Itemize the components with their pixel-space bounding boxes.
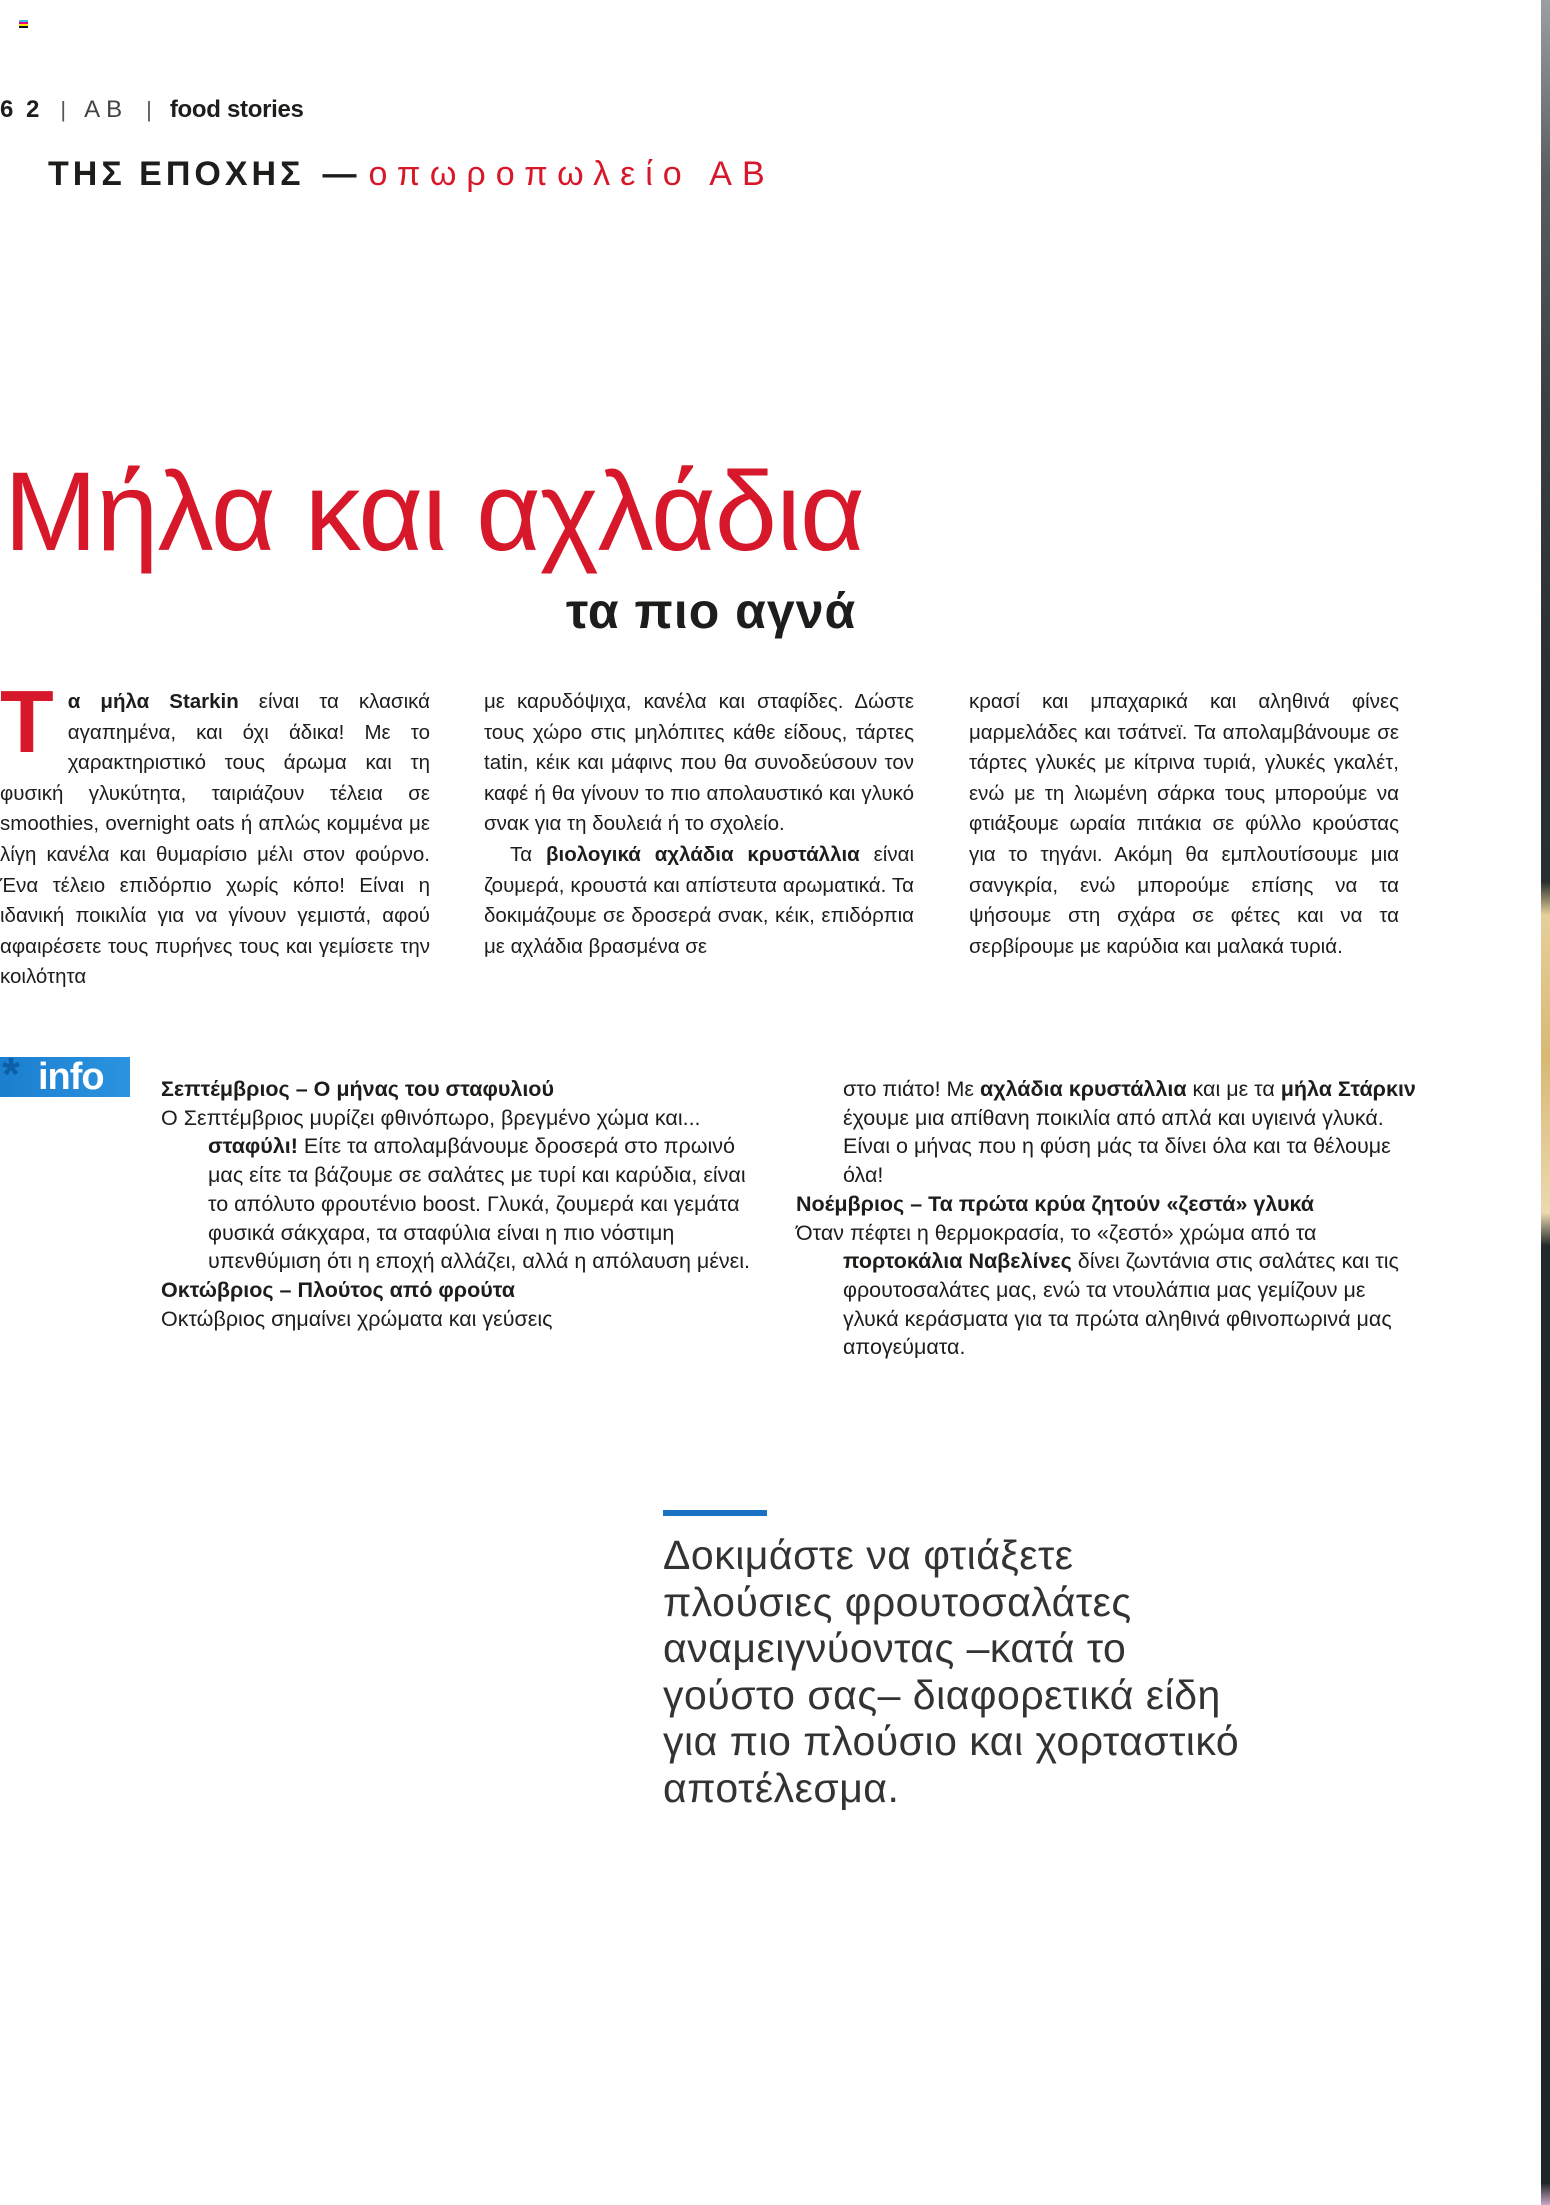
- info-column-right: [796, 1075, 1416, 1362]
- november-paragraph: [796, 1219, 1416, 1363]
- paragraph: [0, 672, 430, 993]
- brand-name: AB: [84, 96, 129, 123]
- october-paragraph-continued: [796, 1075, 1416, 1190]
- october-heading: Οκτώβριος – Πλούτος από φρούτα: [161, 1277, 515, 1302]
- pull-quote: Δοκιμάστε να φτιάξετε πλούσιες φρουτοσαλάτες αναμειγνύοντας –κατά το γούστο σας– διαφορετικά είδη για πιο πλούσιο και χορταστικό αποτέλεσμα.: [663, 1532, 1240, 1811]
- paragraph-text: Είτε τα απολαμβάνουμε δροσερά στο πρωινό μας είτε τα βάζουμε σε σαλάτες με τυρί και καρύδια, είναι το απόλυτο φρουτένιο boost. Γλυκά, ζουμερά και γεμάτα φυσικά σάκχαρα, τα σταφύλια είναι η πιο νόστιμη υπενθύμιση ότι η εποχή αλλάζει, αλλά η απόλαυση μένει.: [208, 1134, 750, 1274]
- paragraph: με καρυδόψιχα, κανέλα και σταφίδες. Δώστε τους χώρο στις μηλόπιτες κάθε είδους, τάρτες tatin, κέικ και μάφινς που θα συνοδεύσουν τον καφέ ή θα γίνουν το πιο απολαυστικό και γλυκό σνακ για τη δουλειά ή το σχολείο.: [484, 690, 914, 836]
- paragraph-text: και με τα: [1186, 1077, 1281, 1101]
- october-paragraph-start: Οκτώβριος σημαίνει χρώματα και γεύσεις: [161, 1306, 553, 1331]
- page-number: 6 2: [0, 96, 43, 123]
- header-separator: |: [146, 97, 152, 122]
- paragraph-text: Όταν πέφτει η θερμοκρασία, το «ζεστό» χρώμα από τα: [796, 1220, 1317, 1245]
- paragraph-text: Τα: [510, 842, 546, 866]
- section-heading: [48, 152, 775, 196]
- section-heading-dark: ΤΗΣ ΕΠΟΧΗΣ: [48, 154, 305, 193]
- print-registration-mark: [19, 20, 28, 28]
- november-heading: Νοέμβριος – Τα πρώτα κρύα ζητούν «ζεστά» γλυκά: [796, 1191, 1314, 1216]
- bold-text: μήλα Στάρκιν: [1280, 1077, 1416, 1101]
- info-column-left: [161, 1075, 761, 1333]
- paragraph-text: είναι ζουμερά, κρουστά και απίστευτα αρωματικά. Τα δοκιμάζουμε σε δροσερά σνακ, κέικ, επιδόρπια με αχλάδια βρασμένα σε: [484, 842, 915, 958]
- info-label: info: [38, 1056, 104, 1098]
- adjacent-page-photo-edge: [1541, 0, 1550, 2205]
- paragraph-text: στο πιάτο! Με: [843, 1077, 980, 1101]
- september-heading: Σεπτέμβριος – Ο μήνας του σταφυλιού: [161, 1077, 554, 1101]
- black-swatch: [19, 26, 28, 28]
- drop-cap: Τ: [0, 672, 54, 771]
- paragraph-text: έχουμε μια απίθανη ποικιλία από απλά και υγιεινά γλυκά. Είναι ο μήνας που η φύση μάς τα δίνει όλα και τα θέλουμε όλα!: [843, 1105, 1391, 1188]
- paragraph: κρασί και μπαχαρικά και αληθινά φίνες μαρμελάδες και τσάτνεϊ. Τα απολαμβάνουμε σε τάρτες γλυκές με κίτρινα τυριά, γλυκές γκαλέτ, ενώ με τη λιωμένη σάρκα τους μπορούμε να φτιάξουμε ωραία πιτάκια σε φύλλο κρούστας για το τηγάνι. Ακόμη θα εμπλουτίσουμε μια σανγκρία, ενώ μπορούμε επίσης να τα ψήσουμε στη σχάρα σε φέτες και να τα σερβίρουμε με καρύδια και μαλακά τυριά.: [969, 690, 1399, 958]
- bold-lead: α μήλα Starkin: [67, 690, 239, 713]
- article-column-2: [484, 687, 914, 962]
- paragraph: [484, 840, 914, 962]
- article-title: Μήλα και αχλάδια: [4, 449, 864, 574]
- section-heading-red: οπωροπωλείο ΑΒ: [368, 154, 775, 193]
- bold-text: πορτοκάλια Ναβελίνες: [843, 1249, 1072, 1274]
- bold-text: αχλάδια κρυστάλλια: [980, 1077, 1187, 1101]
- magazine-section: food stories: [169, 96, 304, 123]
- quote-accent-bar: [663, 1510, 767, 1516]
- paragraph-text: είναι τα κλασικά αγαπημένα, και όχι άδικα! Με το χαρακτηριστικό τους άρωμα και τη φυσική γλυκύτητα, ταιριάζουν τέλεια σε smoothies, overnight oats ή απλώς κομμένα με λίγη κανέλα και θυμαρίσιο μέλι στον φούρνο. Ένα τέλειο επιδόρπιο χωρίς κόπο! Είναι η ιδανική ποικιλία για να γίνουν γεμιστά, αφού αφαιρέσετε τους πυρήνες τους και γεμίσετε την κοιλότητα: [0, 690, 430, 989]
- september-paragraph: [161, 1104, 761, 1276]
- bold-text: βιολογικά αχλάδια κρυστάλλια: [545, 842, 860, 866]
- info-badge: [0, 1048, 130, 1100]
- bold-text: σταφύλι!: [208, 1134, 298, 1159]
- article-subtitle: τα πιο αγνά: [566, 583, 857, 639]
- section-heading-dash: —: [322, 154, 357, 193]
- header-separator: |: [60, 97, 67, 122]
- paragraph-text: Ο Σεπτέμβριος μυρίζει φθινόπωρο, βρεγμένο χώμα και...: [161, 1105, 701, 1130]
- paragraph-text: δίνει ζωντάνια στις σαλάτες και τις φρουτοσαλάτες μας, ενώ τα ντουλάπια μας γεμίζουν με γλυκά κεράσματα για τα πρώτα αληθινά φθινοπωρινά μας απογεύματα.: [843, 1249, 1399, 1360]
- asterisk-icon: *: [2, 1048, 20, 1100]
- article-column-3: [969, 687, 1399, 962]
- article-column-1: [0, 672, 430, 993]
- running-header: [0, 94, 304, 126]
